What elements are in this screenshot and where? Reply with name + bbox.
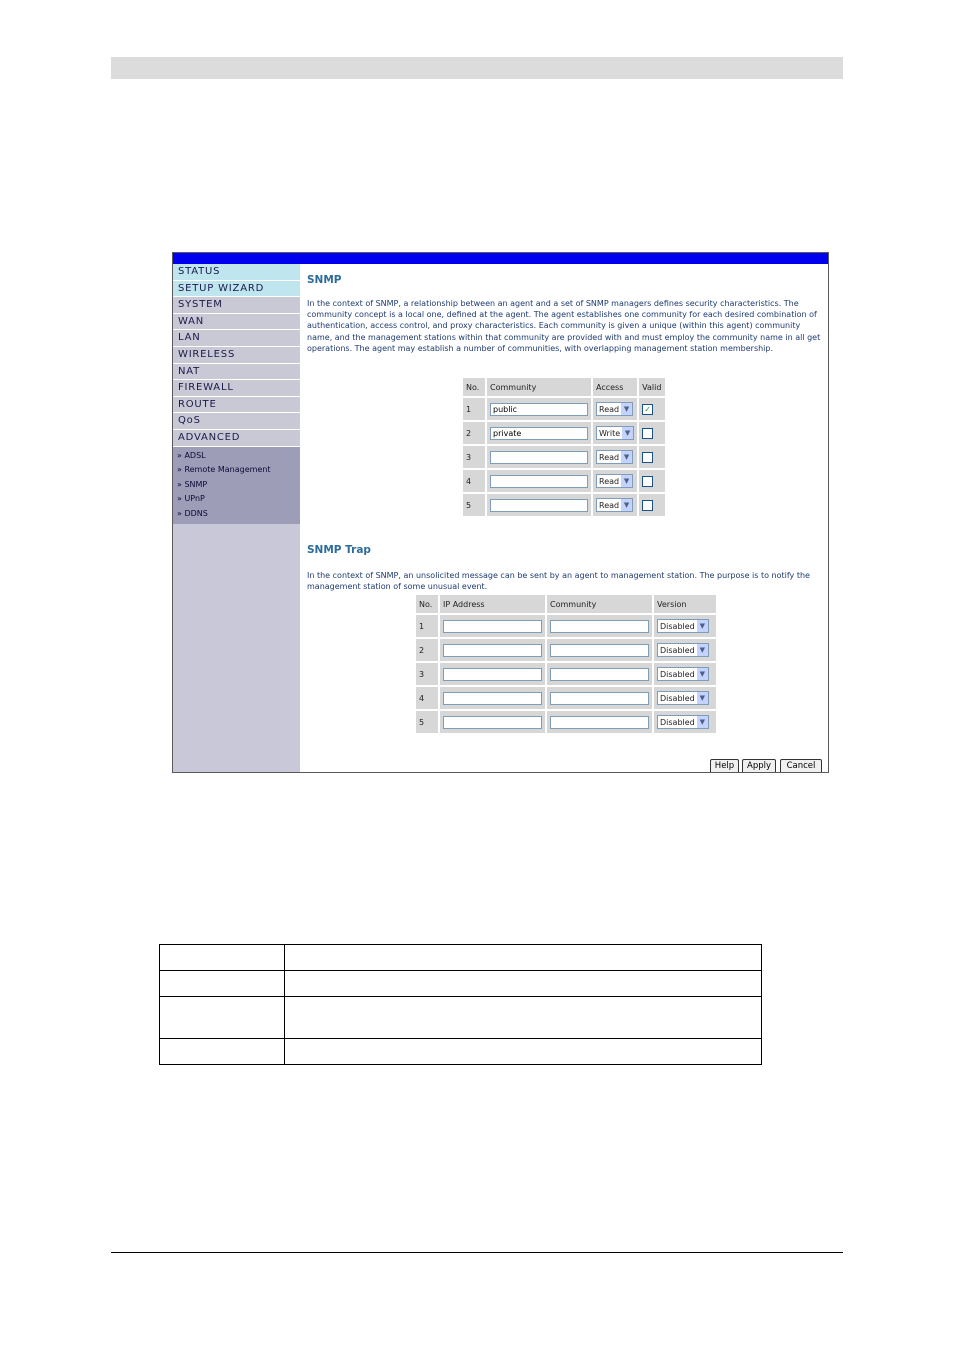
col-community: Community: [487, 378, 591, 396]
version-value: Disabled: [660, 645, 695, 655]
cancel-button[interactable]: Cancel: [780, 759, 822, 773]
row-number: 3: [416, 663, 438, 685]
snmp-description: In the context of SNMP, a relationship between an agent and a set of SNMP managers defines security characteristics. The community concept is a local one, defined at the agent. The agent establishes one community for each desired combination of authentication, access control, and proxy characteristics. Each community is given a unique (within this agent) community name, and the management stations within that community are provided with and must employ the community name in all get operations. The agent may establish a number of communities, with overlapping management station membership.: [307, 299, 821, 353]
table-row: [463, 446, 665, 468]
nav-system[interactable]: SYSTEM: [173, 297, 300, 314]
nav-nat[interactable]: NAT: [173, 364, 300, 381]
chevron-down-icon: ▼: [697, 644, 708, 656]
version-select[interactable]: [657, 643, 709, 657]
access-select[interactable]: [596, 426, 634, 440]
row-number: 5: [416, 711, 438, 733]
table-cell: [160, 971, 285, 997]
community-input[interactable]: [550, 716, 649, 729]
ip-address-input[interactable]: [443, 668, 542, 681]
table-row: [416, 639, 716, 661]
col-no: No.: [463, 378, 485, 396]
nav-qos[interactable]: QoS: [173, 413, 300, 430]
row-number: 3: [463, 446, 485, 468]
col-access: Access: [593, 378, 637, 396]
valid-checkbox[interactable]: [642, 452, 653, 463]
row-number: 5: [463, 494, 485, 516]
advanced-submenu: [173, 447, 300, 525]
table-cell: [285, 997, 762, 1039]
table-row: [160, 1039, 762, 1065]
subnav-upnp[interactable]: » UPnP: [177, 494, 205, 504]
community-input[interactable]: [490, 451, 588, 464]
chevron-down-icon: ▼: [621, 475, 632, 487]
main-content: [307, 264, 823, 773]
version-select[interactable]: [657, 715, 709, 729]
version-value: Disabled: [660, 621, 695, 631]
access-select[interactable]: [596, 474, 633, 488]
trap-table: [414, 593, 718, 735]
access-select[interactable]: [596, 450, 633, 464]
ip-address-input[interactable]: [443, 692, 542, 705]
access-value: Read: [599, 476, 620, 486]
community-input[interactable]: [550, 692, 649, 705]
version-value: Disabled: [660, 717, 695, 727]
table-row: [160, 997, 762, 1039]
row-number: 2: [463, 422, 485, 444]
community-input[interactable]: public: [490, 403, 588, 416]
nav-firewall[interactable]: FIREWALL: [173, 380, 300, 397]
community-input[interactable]: [550, 620, 649, 633]
community-input[interactable]: [550, 668, 649, 681]
nav-lan[interactable]: LAN: [173, 330, 300, 347]
table-cell: [160, 997, 285, 1039]
subnav-remote-management[interactable]: » Remote Management: [177, 465, 271, 475]
access-select[interactable]: [596, 498, 633, 512]
chevron-down-icon: ▼: [621, 451, 632, 463]
access-value: Read: [599, 452, 620, 462]
table-cell: [160, 945, 285, 971]
access-value: Read: [599, 404, 620, 414]
col-no: No.: [416, 595, 438, 613]
access-value: Read: [599, 500, 620, 510]
nav-route[interactable]: ROUTE: [173, 397, 300, 414]
nav-setup-wizard[interactable]: SETUP WIZARD: [173, 281, 300, 298]
chevron-down-icon: ▼: [697, 620, 708, 632]
table-cell: [285, 945, 762, 971]
row-number: 4: [416, 687, 438, 709]
snmp-title: SNMP: [307, 274, 342, 286]
table-row: [463, 470, 665, 492]
subnav-snmp[interactable]: » SNMP: [177, 479, 208, 489]
col-version: Version: [654, 595, 716, 613]
nav-status[interactable]: STATUS: [173, 264, 300, 281]
community-input[interactable]: private: [490, 427, 588, 440]
valid-checkbox[interactable]: [642, 476, 653, 487]
table-row: [416, 615, 716, 637]
footer-rule: [111, 1252, 843, 1253]
table-row: [416, 687, 716, 709]
chevron-down-icon: ▼: [622, 427, 633, 439]
version-value: Disabled: [660, 693, 695, 703]
community-input[interactable]: [490, 475, 588, 488]
col-valid: Valid: [639, 378, 665, 396]
sidebar: [173, 264, 300, 773]
ip-address-input[interactable]: [443, 716, 542, 729]
community-input[interactable]: [550, 644, 649, 657]
nav-wireless[interactable]: WIRELESS: [173, 347, 300, 364]
help-button[interactable]: Help: [710, 759, 739, 773]
table-row: [463, 494, 665, 516]
chevron-down-icon: ▼: [697, 668, 708, 680]
col-community: Community: [547, 595, 652, 613]
nav-wan[interactable]: WAN: [173, 314, 300, 331]
version-select[interactable]: [657, 667, 709, 681]
row-number: 1: [416, 615, 438, 637]
subnav-adsl[interactable]: » ADSL: [177, 450, 206, 460]
row-number: 4: [463, 470, 485, 492]
document-table: [159, 944, 762, 1065]
table-row: [416, 663, 716, 685]
snmp-trap-description: In the context of SNMP, an unsolicited message can be sent by an agent to management station. The purpose is to notify the management station of some unusual event.: [307, 571, 810, 592]
version-value: Disabled: [660, 669, 695, 679]
table-row: [463, 398, 665, 420]
table-cell: [160, 1039, 285, 1065]
table-row: [160, 945, 762, 971]
table-row: [416, 711, 716, 733]
ip-address-input[interactable]: [443, 644, 542, 657]
table-row: [160, 971, 762, 997]
top-accent-bar: [173, 253, 828, 264]
table-row: [463, 422, 665, 444]
subnav-ddns[interactable]: » DDNS: [177, 508, 208, 518]
valid-checkbox[interactable]: [642, 428, 653, 439]
access-select[interactable]: [596, 402, 633, 416]
col-ip-address: IP Address: [440, 595, 545, 613]
ip-address-input[interactable]: [443, 620, 542, 633]
version-select[interactable]: [657, 619, 709, 633]
nav-advanced[interactable]: ADVANCED: [173, 430, 300, 447]
chevron-down-icon: ▼: [697, 692, 708, 704]
community-table: [461, 376, 667, 518]
community-header-row: [463, 378, 665, 396]
row-number: 2: [416, 639, 438, 661]
page-header-band: [111, 57, 843, 79]
table-cell: [285, 1039, 762, 1065]
snmp-trap-title: SNMP Trap: [307, 544, 371, 556]
router-screenshot: [172, 252, 829, 773]
valid-checkbox[interactable]: [642, 500, 653, 511]
chevron-down-icon: ▼: [621, 403, 632, 415]
access-value: Write: [599, 428, 621, 438]
chevron-down-icon: ▼: [621, 499, 632, 511]
trap-header-row: [416, 595, 716, 613]
chevron-down-icon: ▼: [697, 716, 708, 728]
table-cell: [285, 971, 762, 997]
apply-button[interactable]: Apply: [742, 759, 776, 773]
valid-checkbox[interactable]: ✓: [642, 404, 653, 415]
version-select[interactable]: [657, 691, 709, 705]
community-input[interactable]: [490, 499, 588, 512]
row-number: 1: [463, 398, 485, 420]
